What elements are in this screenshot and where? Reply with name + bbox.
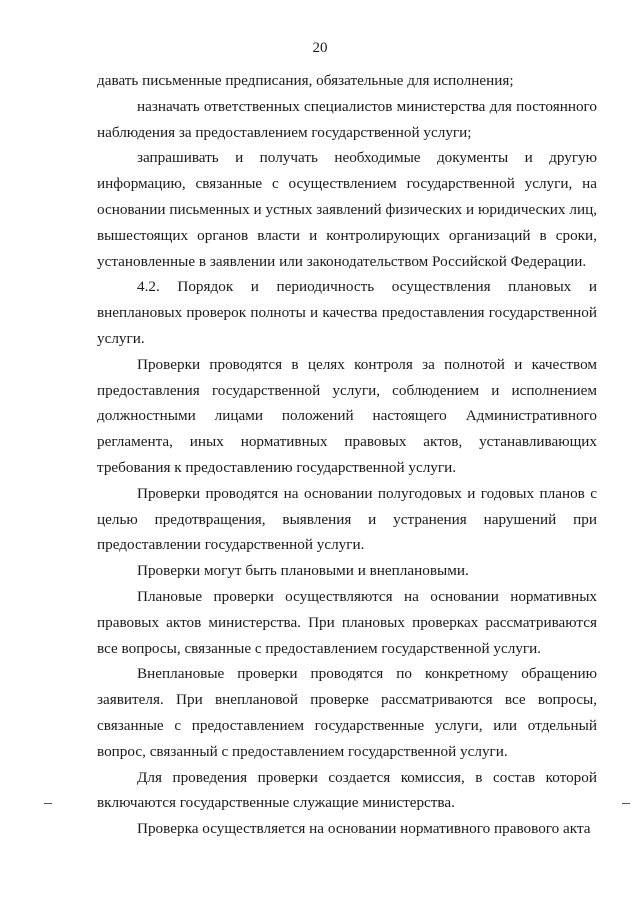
paragraph-11: Проверка осуществляется на основании нормативного правового акта [137,820,591,838]
paragraph-8: Плановые проверки осуществляются на основании нормативных правовых актов министерства. При плановых проверках рассматриваются все вопросы, связанные с предоставлением государственной услуги. [97,587,597,657]
page-number: 20 [312,40,328,56]
paragraph-5: Проверки проводятся в целях контроля за полнотой и качеством предоставления государственной услуги, соблюдением и исполнением должностными лицами положений настоящего Административного регламента, иных нормативных правовых актов, устанавливающих требования к предоставлению государственной услуги. [97,355,597,476]
scan-mark-left [44,803,52,804]
scan-mark-right [622,803,630,804]
paragraph-7: Проверки могут быть плановыми и внеплановыми. [137,562,469,580]
paragraph-1: давать письменные предписания, обязательные для исполнения; [97,72,514,89]
paragraph-6: Проверки проводятся на основании полугодовых и годовых планов с целью предотвращения, выявления и устранения нарушений при предоставлении государственной услуги. [97,484,597,554]
paragraph-9: Внеплановые проверки проводятся по конкретному обращению заявителя. При внеплановой проверке рассматриваются все вопросы, связанные с предоставлением государственные услуги, или отдельный вопрос, связанный с предоставлением государственной услуги. [97,665,597,760]
paragraph-2: назначать ответственных специалистов министерства для постоянного наблюдения за предоставлением государственной услуги; [97,97,597,141]
paragraph-3: запрашивать и получать необходимые документы и другую информацию, связанные с осуществлением государственной услуги, на основании письменных и устных заявлений физических и юридических лиц, вышестоящих органов власти и контролирующих организаций в сроки, установленные в заявлении или законодательством Российской Федерации. [97,149,597,270]
paragraph-10: Для проведения проверки создается комиссия, в состав которой включаются государственные служащие министерства. [97,768,597,812]
document-body [97,68,597,842]
section-heading-4-2: 4.2. Порядок и периодичность осуществления плановых и внеплановых проверок полноты и качества предоставления государственной услуги. [97,278,597,347]
